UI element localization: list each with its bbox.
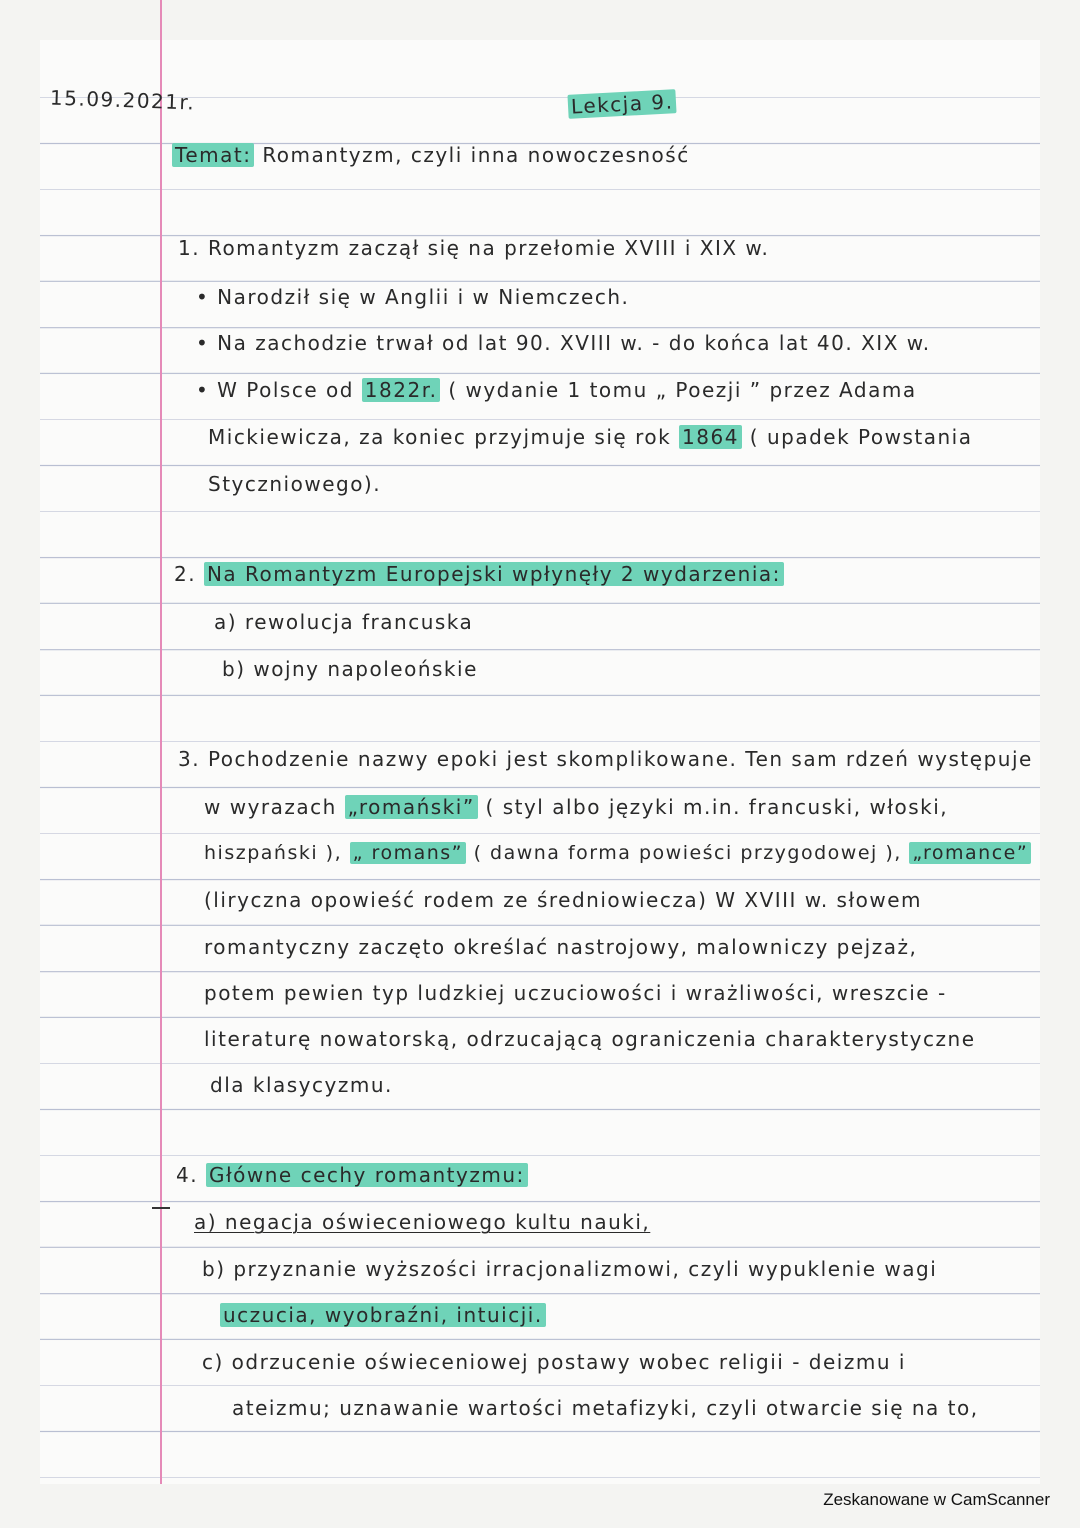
topic-line [172, 143, 690, 167]
p3-line-6: potem pewien typ ludzkiej uczuciowości i wrażliwości, wreszcie - [204, 981, 947, 1005]
topic-text: Romantyzm, czyli inna nowoczesność [262, 143, 690, 167]
p1-line-1: 1. Romantyzm zaczął się na przełomie XVIII i XIX w. [178, 236, 770, 260]
p3-line-3 [204, 842, 1031, 864]
p1-line-4a: • W Polsce od [196, 378, 354, 402]
term-romanski: „romański” [345, 795, 478, 819]
p4-item-a: a) negacja oświeceniowego kultu nauki, [194, 1210, 651, 1234]
p1-line-6: Styczniowego). [208, 472, 382, 496]
p4-item-b-line-1: b) przyznanie wyższości irracjonalizmowi, czyli wypuklenie wagi [202, 1257, 938, 1281]
p2-number: 2. [174, 562, 197, 586]
term-romance: „romance” [909, 842, 1031, 864]
p3-line-5: romantyczny zaczęto określać nastrojowy, malowniczy pejzaż, [204, 935, 918, 959]
p2-title: Na Romantyzm Europejski wpłynęły 2 wydarzenia: [204, 562, 784, 586]
p1-line-4c: ( wydanie 1 tomu „ Poezji ” przez Adama [448, 378, 917, 402]
p4-number: 4. [176, 1163, 199, 1187]
p4-item-c-line-2: ateizmu; uznawanie wartości metafizyki, czyli otwarcie się na to, [232, 1396, 979, 1420]
p3-line-2c: ( styl albo języki m.in. francuski, włoski, [485, 795, 949, 819]
p1-line-5a: Mickiewicza, za koniec przyjmuje się rok [208, 425, 672, 449]
p1-line-5 [208, 425, 972, 449]
p2-item-b: b) wojny napoleońskie [222, 657, 478, 681]
p3-line-4: (liryczna opowieść rodem ze średniowiecza) W XVIII w. słowem [204, 888, 923, 912]
lesson-number: Lekcja 9. [567, 89, 677, 119]
p2-title-line [174, 562, 784, 586]
p1-line-5c: ( upadek Powstania [749, 425, 973, 449]
p3-line-3a: hiszpański ), [204, 842, 343, 864]
p1-line-4 [196, 378, 917, 402]
margin-line [160, 0, 162, 1484]
p3-line-7: literaturę nowatorską, odrzucającą ograniczenia charakterystyczne [204, 1027, 976, 1051]
term-romans: „ romans” [350, 842, 466, 864]
p4-item-b-line-2: uczucia, wyobraźni, intuicji. [220, 1303, 546, 1327]
p4-title: Główne cechy romantyzmu: [206, 1163, 528, 1187]
date: 15.09.2021r. [49, 85, 196, 115]
p4-title-line [176, 1163, 528, 1187]
margin-tick [152, 1207, 170, 1209]
topic-label: Temat: [172, 143, 254, 167]
p3-line-1: 3. Pochodzenie nazwy epoki jest skomplikowane. Ten sam rdzeń występuje [178, 747, 1033, 771]
scanner-watermark: Zeskanowane w CamScanner [823, 1490, 1050, 1509]
year-1864: 1864 [679, 425, 742, 449]
p2-item-a: a) rewolucja francuska [214, 610, 474, 634]
p3-line-8: dla klasycyzmu. [210, 1073, 393, 1097]
p3-line-3c: ( dawna forma powieści przygodowej ), [473, 842, 902, 864]
p3-line-2 [204, 795, 948, 819]
p3-line-2a: w wyrazach [204, 795, 337, 819]
p1-line-2: • Narodził się w Anglii i w Niemczech. [196, 285, 630, 309]
year-1822: 1822r. [362, 378, 441, 402]
p1-line-3: • Na zachodzie trwał od lat 90. XVIII w. - do końca lat 40. XIX w. [196, 331, 931, 355]
p4-item-c-line-1: c) odrzucenie oświeceniowej postawy wobec religii - deizmu i [202, 1350, 906, 1374]
